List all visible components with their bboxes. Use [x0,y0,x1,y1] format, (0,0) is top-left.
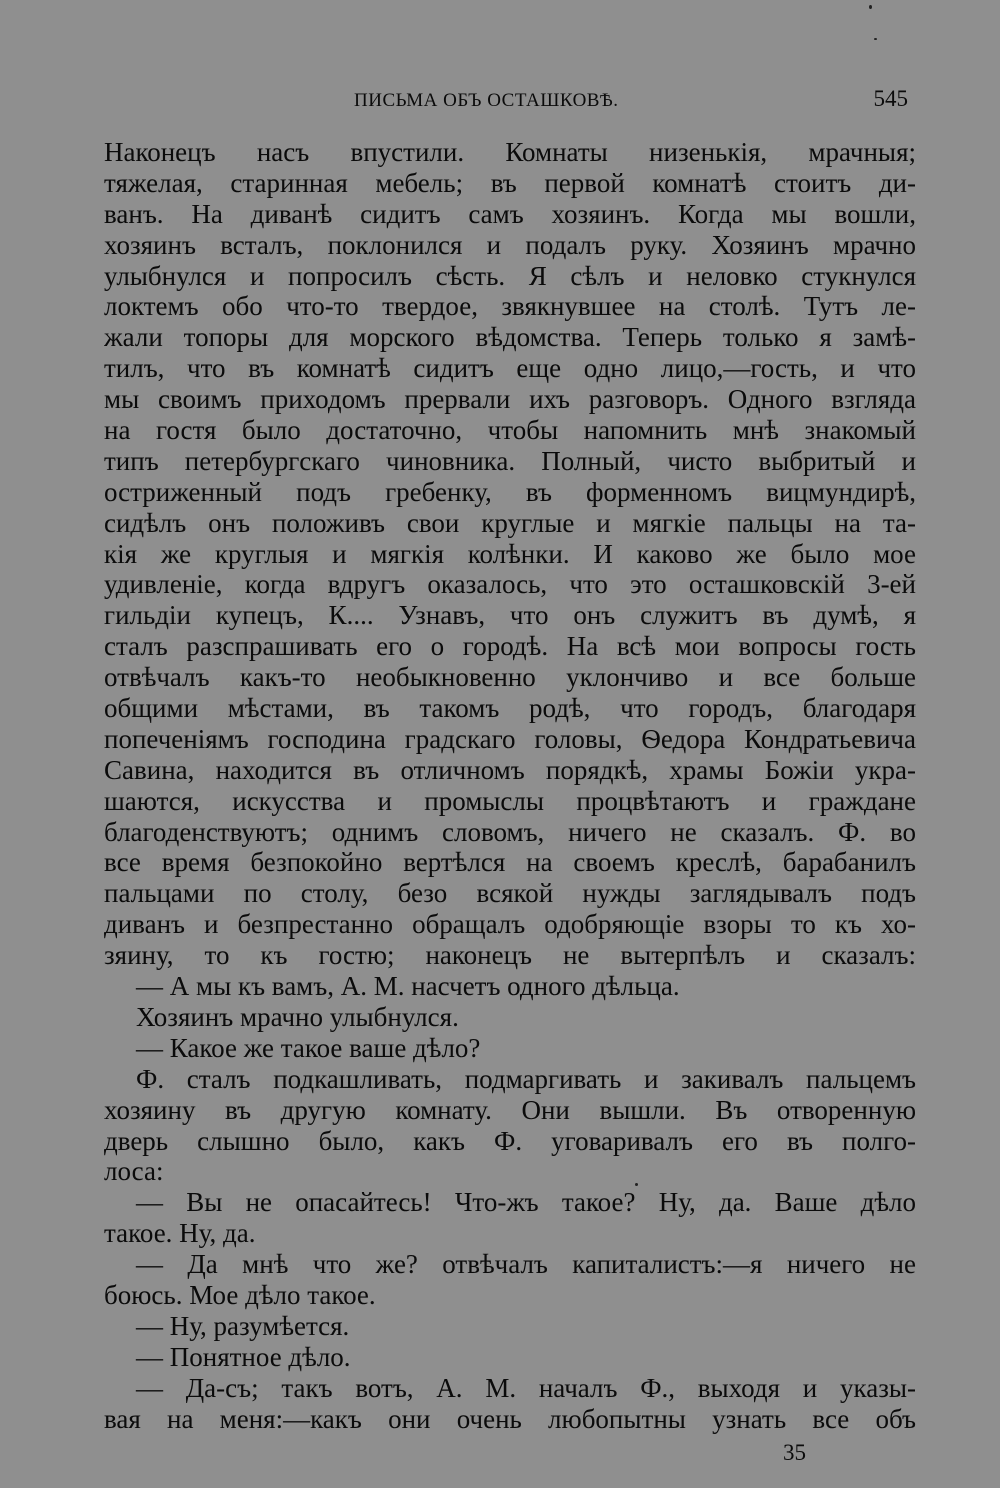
text-line: Ф. сталъ подкашливать, подмаргивать и закивалъ пальцемъ [136,1063,916,1094]
print-speck [869,5,872,9]
print-speck [635,1183,638,1186]
text-line: шаются, искусства и промыслы процвѣтаютъ и граждане [104,785,916,816]
text-line: Наконецъ насъ впустили. Комнаты низенькія, мрачныя; [104,137,916,167]
text-line: улыбнулся и попросилъ сѣсть. Я сѣлъ и неловко стукнулся [104,260,916,291]
text-line: ванъ. На диванѣ сидитъ самъ хозяинъ. Когда мы вошли, [104,198,916,229]
text-line: кія же круглыя и мягкія колѣнки. И каково же было мое [104,538,916,569]
text-line: попеченіямъ господина градскаго головы, Ѳедора Кондратьевича [104,723,916,754]
text-line: гильдіи купецъ, К.... Узнавъ, что онъ служитъ въ думѣ, я [104,600,916,631]
dialogue-line: — А мы къ вамъ, А. М. насчетъ одного дѣльца. [136,971,680,1002]
text-line: тяжелая, старинная мебель; въ первой комнатѣ стоитъ ди- [104,167,916,198]
text-line: остриженный подъ гребенку, въ форменномъ вицмундирѣ, [104,476,916,507]
text-line: локтемъ обо что-то твердое, звякнувшее на столѣ. Тутъ ле- [104,291,916,322]
text-line: такое. Ну, да. [104,1218,256,1249]
text-line: дверь слышно было, какъ Ф. уговаривалъ его въ полго- [104,1125,916,1156]
text-line: удивленіе, когда вдругъ оказалось, что это осташковскій 3-ей [104,569,916,600]
text-line: зяину, то къ гостю; наконецъ не вытерпѣлъ и сказалъ: [104,940,916,971]
text-line: отвѣчалъ какъ-то необыкновенно уклончиво и все больше [104,662,916,693]
dialogue-line: — Вы не опасайтесь! Что-жъ такое? Ну, да. Ваше дѣло [136,1187,916,1218]
text-line: лоса: [104,1156,164,1187]
page-number: 545 [873,86,908,111]
text-line: боюсь. Мое дѣло такое. [104,1279,376,1310]
body-text [104,137,916,1434]
text-line: пальцами по столу, безо всякой нужды заглядывалъ подъ [104,878,916,909]
text-line: жали топоры для морского вѣдомства. Теперь только я замѣ- [104,322,916,353]
dialogue-line: — Понятное дѣло. [136,1341,351,1372]
text-line: благоденствуютъ; однимъ словомъ, ничего не сказалъ. Ф. во [104,816,916,847]
text-line: все время безпокойно вертѣлся на своемъ креслѣ, барабанилъ [104,847,916,878]
text-line: вая на меня:—какъ они очень любопытны узнать все объ [104,1403,916,1434]
dialogue-line: — Какое же такое ваше дѣло? [136,1032,481,1063]
signature-mark: 35 [783,1440,806,1465]
dialogue-line: — Да-съ; такъ вотъ, А. М. началъ Ф., выходя и указы- [136,1372,916,1403]
text-line: тилъ, что въ комнатѣ сидитъ еще одно лицо,—гость, и что [104,353,916,384]
text-line: мы своимъ приходомъ прервали ихъ разговоръ. Одного взгляда [104,384,916,415]
text-line: хозяину въ другую комнату. Они вышли. Въ отворенную [104,1094,916,1125]
dialogue-line: — Ну, разумѣется. [136,1310,350,1341]
text-line: Хозяинъ мрачно улыбнулся. [136,1001,459,1032]
text-line: сидѣлъ онъ положивъ свои круглые и мягкіе пальцы на та- [104,507,916,538]
text-line: Савина, находится въ отличномъ порядкѣ, храмы Божіи укра- [104,754,916,785]
dialogue-line: — Да мнѣ что же? отвѣчалъ капиталистъ:—я ничего не [136,1249,916,1280]
text-line: типъ петербургскаго чиновника. Полный, чисто выбритый и [104,445,916,476]
text-line: хозяинъ всталъ, поклонился и подалъ руку. Хозяинъ мрачно [104,229,916,260]
text-line: на гостя было достаточно, чтобы напомнить мнѣ знакомый [104,415,916,446]
text-line: общими мѣстами, въ такомъ родѣ, что городъ, благодаря [104,693,916,724]
text-line: сталъ разспрашивать его о городѣ. На всѣ мои вопросы гость [104,631,916,662]
text-line: диванъ и безпрестанно обращалъ одобряющіе взоры то къ хо- [104,909,916,940]
print-speck [874,38,877,40]
running-head [104,86,916,120]
running-title: ПИСЬМА ОБЪ ОСТАШКОВѢ. [354,90,619,111]
